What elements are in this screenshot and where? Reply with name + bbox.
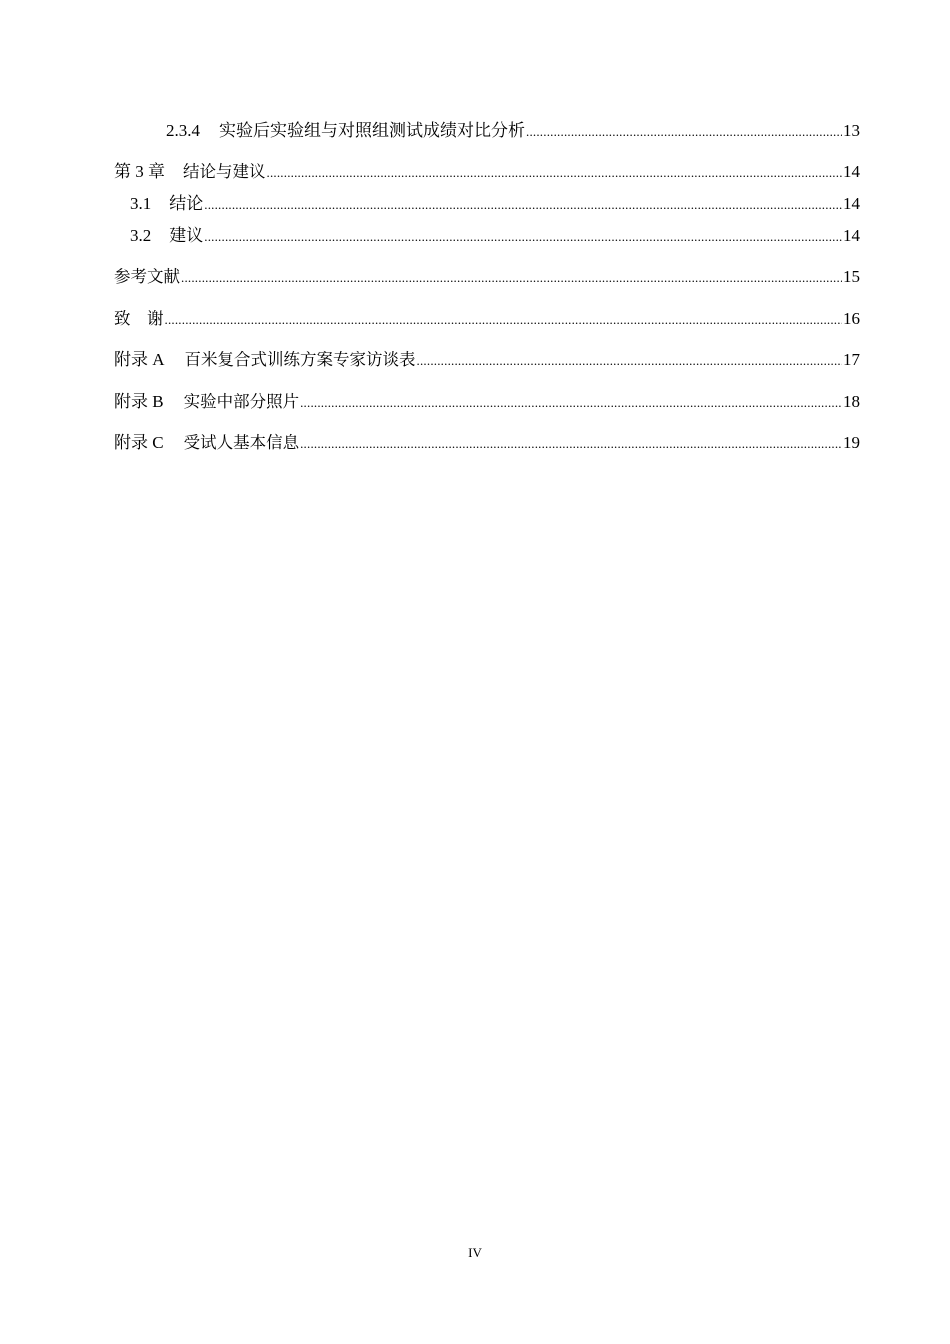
toc-entry-chapter-3[interactable] <box>114 160 860 184</box>
toc-entry-3-1[interactable] <box>130 192 860 216</box>
toc-leader-dots <box>300 391 842 415</box>
toc-entry-number: 附录 B <box>114 392 164 411</box>
toc-entry-3-2[interactable] <box>130 224 860 248</box>
toc-entry-title: 致 谢 <box>114 309 164 328</box>
toc-entry-number: 第 3 章 <box>114 162 165 181</box>
toc-leader-dots <box>526 120 842 144</box>
toc-leader-dots <box>165 308 843 332</box>
toc-entry-title: 结论 <box>169 194 204 213</box>
toc-leader-dots <box>181 266 842 290</box>
toc-entry-appendix-a[interactable] <box>114 348 860 372</box>
toc-leader-dots <box>204 225 842 249</box>
toc-entry-title: 参考文献 <box>114 267 180 286</box>
toc-entry-page: 17 <box>843 350 860 369</box>
toc-entry-title: 实验中部分照片 <box>183 392 300 411</box>
toc-entry-number: 3.1 <box>130 194 152 213</box>
toc-leader-dots <box>417 349 842 373</box>
page-footer-number: IV <box>468 1245 482 1260</box>
toc-entry-page: 13 <box>843 121 860 140</box>
toc-entry-number: 附录 C <box>114 433 164 452</box>
toc-entry-number: 3.2 <box>130 226 152 245</box>
toc-entry-page: 14 <box>843 162 860 181</box>
toc-entry-references[interactable] <box>114 265 860 289</box>
toc-entry-page: 18 <box>843 392 860 411</box>
toc-entry-title: 实验后实验组与对照组测试成绩对比分析 <box>219 121 525 140</box>
toc-entry-title: 受试人基本信息 <box>183 433 300 452</box>
toc-entry-number: 2.3.4 <box>166 121 200 140</box>
toc-entry-2-3-4[interactable] <box>166 119 860 143</box>
toc-leader-dots <box>300 432 842 456</box>
toc-entry-appendix-c[interactable] <box>114 431 860 455</box>
toc-entry-number: 附录 A <box>114 350 165 369</box>
toc-entry-page: 15 <box>843 267 860 286</box>
toc-entry-title: 建议 <box>169 226 204 245</box>
toc-leader-dots <box>267 161 843 185</box>
toc-entry-appendix-b[interactable] <box>114 390 860 414</box>
toc-entry-page: 19 <box>843 433 860 452</box>
toc-entry-page: 16 <box>843 309 860 328</box>
toc-entry-page: 14 <box>843 226 860 245</box>
toc-entry-acknowledgements[interactable] <box>114 307 860 331</box>
toc-entry-title: 百米复合式训练方案专家访谈表 <box>184 350 416 369</box>
toc-entry-page: 14 <box>843 194 860 213</box>
toc-entry-title: 结论与建议 <box>183 162 266 181</box>
toc-leader-dots <box>204 193 842 217</box>
